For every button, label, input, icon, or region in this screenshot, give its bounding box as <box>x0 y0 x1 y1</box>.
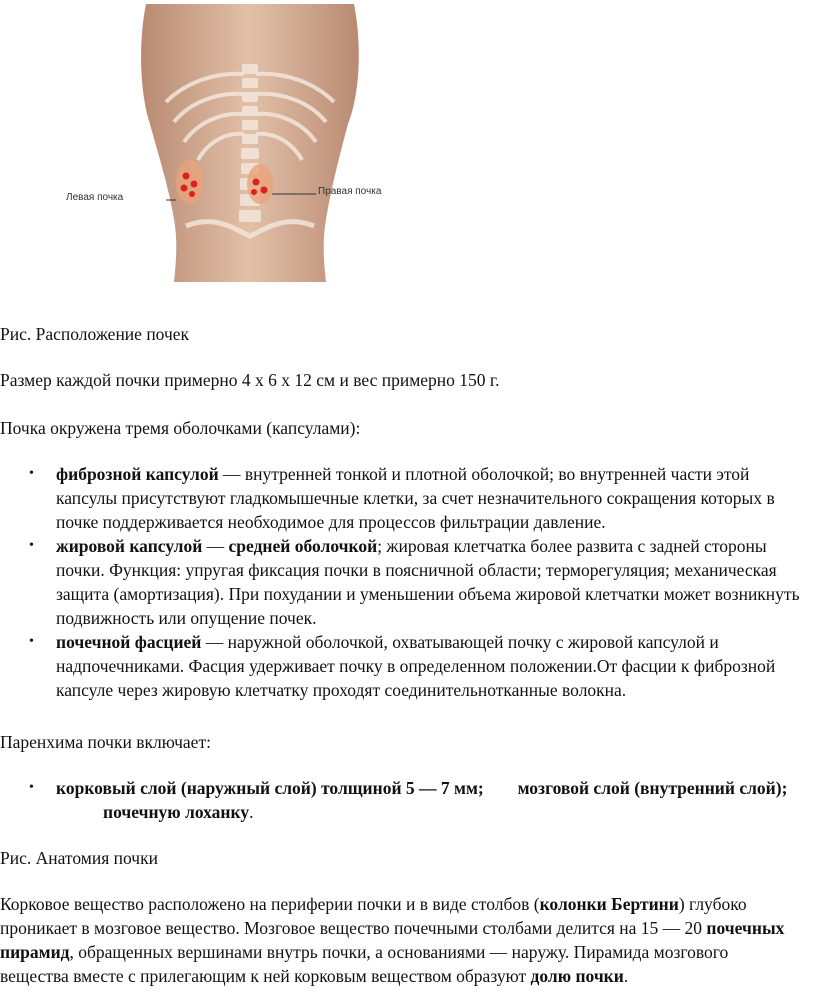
list-item <box>0 534 800 630</box>
parenchyma-pelvis: почечную лоханку <box>103 802 250 822</box>
capsule-term: почечной фасцией <box>56 632 202 652</box>
back-anatomy-illustration <box>136 4 364 282</box>
capsules-intro: Почка окружена тремя оболочками (капсулами): <box>0 418 361 438</box>
parenchyma-cortex: корковый слой (наружный слой) толщиной 5 — 7 мм; <box>56 778 484 798</box>
text: , обращенных вершинами внутрь почки, а основаниями — наружу. Пирамида мозгового вещества вместе с прилегающим к ней корковым веществом образуют <box>0 942 729 986</box>
kidney-location-figure <box>136 4 364 282</box>
kidney-size-text: Размер каждой почки примерно 4 х 6 х 12 см и вес примерно 150 г. <box>0 370 500 390</box>
right-kidney-label: Правая почка <box>318 186 382 197</box>
parenchyma-medulla: мозговой слой (внутренний слой); <box>517 778 788 798</box>
dash: — <box>218 464 245 484</box>
text: . <box>623 966 629 986</box>
term-renal-pyramids: почечных пирамид <box>0 918 785 962</box>
list-item <box>0 776 800 824</box>
term-kidney-lobe: долю почки <box>530 966 624 986</box>
dash: — <box>201 632 228 652</box>
list-item <box>0 462 800 534</box>
figure-caption-anatomy: Рис. Анатомия почки <box>0 848 158 868</box>
left-kidney-label: Левая почка <box>66 192 124 203</box>
text: ) глубоко проникает в мозговое вещество. Мозговое вещество почечными столбами делится на 15 — 20 <box>0 894 747 938</box>
parenchyma-list <box>0 776 800 824</box>
list-item <box>0 630 800 702</box>
text: Корковое вещество расположено на периферии почки и в виде столбов ( <box>0 894 540 914</box>
figure-caption-location: Рис. Расположение почек <box>0 324 190 344</box>
right-kidney <box>247 164 273 204</box>
period: . <box>249 802 254 822</box>
cortex-paragraph <box>0 892 800 988</box>
dash: — <box>202 536 229 556</box>
term-bertin-columns: колонки Бертини <box>539 894 679 914</box>
capsule-description: внутренней тонкой и плотной оболочкой; во внутренней части этой капсулы присутствуют гладкомышечные клетки, за счет незначительного сокращения которых в почке поддерживается необходимое для процессов фильтрации давление. <box>56 464 775 532</box>
left-kidney <box>176 160 204 204</box>
capsule-term: жировой капсулой <box>56 536 203 556</box>
capsule-description: наружной оболочкой, охватывающей почку с жировой капсулой и надпочечниками. Фасция удерживает почку в определенном положении.От фасции к фиброзной капсуле через жировую клетчатку проходят соединительнотканные волокна. <box>56 632 776 700</box>
capsule-term: фиброзной капсулой <box>56 464 219 484</box>
capsule-description: ; жировая клетчатка более развита с задней стороны почки. Функция: упругая фиксация почки в поясничной области; терморегуляция; механическая защита (амортизация). При похудании и уменьшении объема жировой клетчатки может возникнуть подвижность или опущение почек. <box>56 536 800 628</box>
capsules-list <box>0 462 800 702</box>
parenchyma-intro: Паренхима почки включает: <box>0 732 211 752</box>
capsule-term-secondary: средней оболочкой <box>228 536 378 556</box>
